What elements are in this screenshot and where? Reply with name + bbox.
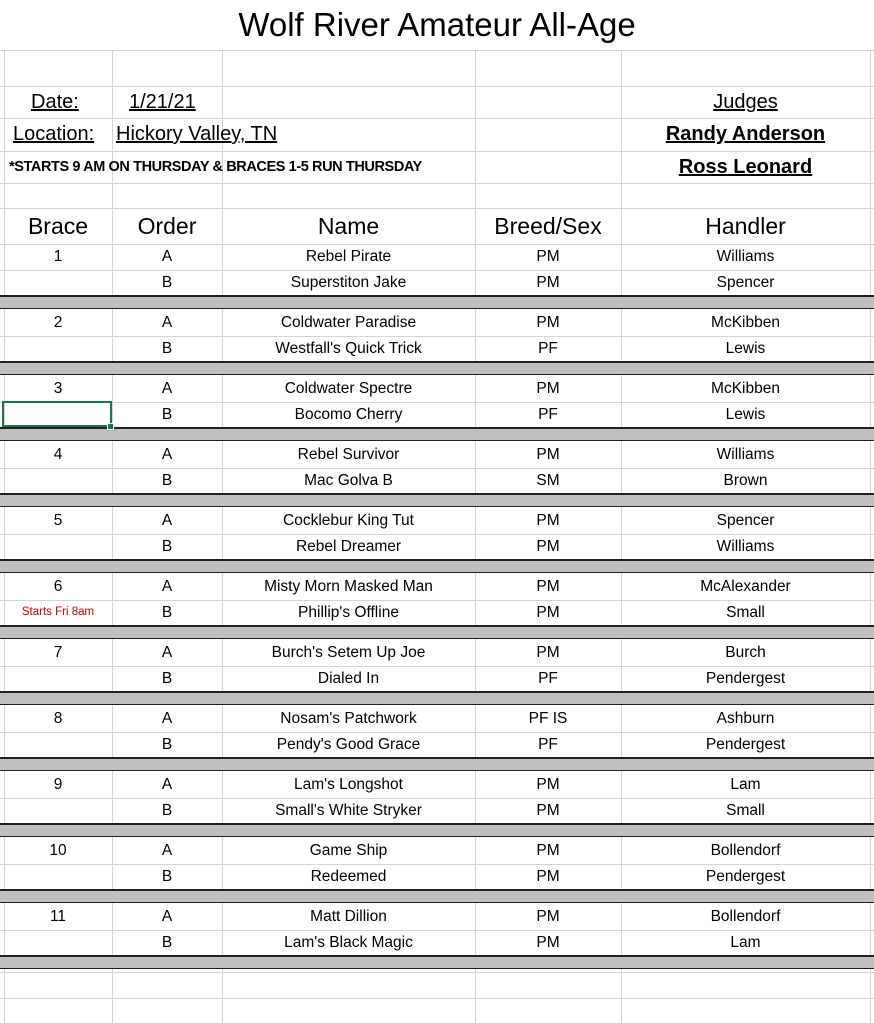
sheet-title: Wolf River Amateur All-Age <box>0 0 874 50</box>
table-row <box>0 864 874 889</box>
order-cell[interactable]: A <box>161 644 173 661</box>
date-label[interactable]: Date: <box>31 91 79 113</box>
order-cell[interactable]: A <box>161 710 173 727</box>
order-cell[interactable]: B <box>161 273 173 291</box>
grid-row-line <box>0 972 874 973</box>
breed-cell[interactable]: PM <box>536 446 560 463</box>
brace-number-cell[interactable]: 10 <box>49 842 67 859</box>
name-cell[interactable]: Game Ship <box>309 842 388 859</box>
table-row <box>0 508 874 533</box>
handler-cell[interactable]: Bollendorf <box>710 908 781 925</box>
order-cell[interactable]: A <box>161 314 173 331</box>
brace-separator <box>0 955 874 969</box>
breed-cell[interactable]: PM <box>536 867 560 885</box>
handler-cell[interactable]: Lam <box>730 933 761 951</box>
breed-cell[interactable]: PM <box>536 933 560 951</box>
brace-number-cell[interactable]: 4 <box>53 446 63 463</box>
header-breed-sex[interactable]: Breed/Sex <box>494 213 602 239</box>
breed-cell[interactable]: PF <box>538 405 558 423</box>
handler-cell[interactable]: Williams <box>716 537 775 555</box>
name-cell[interactable]: Superstiton Jake <box>290 273 407 291</box>
fill-handle[interactable] <box>107 423 114 430</box>
breed-cell[interactable]: PF <box>538 669 558 687</box>
handler-cell[interactable]: Spencer <box>716 512 775 529</box>
order-cell[interactable]: A <box>161 578 173 595</box>
order-cell[interactable]: A <box>161 512 173 529</box>
brace-number-cell[interactable]: 11 <box>49 908 67 925</box>
brace-note-cell[interactable] <box>4 468 112 493</box>
order-cell[interactable]: B <box>161 735 173 753</box>
grid-row-line <box>0 86 874 87</box>
name-cell[interactable]: Dialed In <box>317 669 380 687</box>
handler-cell[interactable]: Small <box>726 801 765 819</box>
table-row <box>0 574 874 599</box>
header-name[interactable]: Name <box>317 213 380 239</box>
name-cell[interactable]: Phillip's Offline <box>298 603 399 621</box>
breed-cell[interactable]: PM <box>536 908 560 925</box>
table-row <box>0 270 874 295</box>
handler-cell[interactable]: Small <box>726 603 765 621</box>
handler-cell[interactable]: Brown <box>723 471 768 489</box>
breed-cell[interactable]: PM <box>536 842 560 859</box>
order-cell[interactable]: B <box>161 405 173 423</box>
table-row <box>0 376 874 401</box>
brace-separator <box>0 889 874 903</box>
handler-cell[interactable]: Burch <box>725 644 766 661</box>
brace-note-cell[interactable] <box>4 798 112 823</box>
name-cell[interactable]: Burch's Setem Up Joe <box>271 644 426 661</box>
brace-number-cell[interactable]: 3 <box>53 380 63 397</box>
brace-note-cell[interactable] <box>4 930 112 955</box>
table-row <box>0 468 874 493</box>
header-handler[interactable]: Handler <box>705 213 786 239</box>
breed-cell[interactable]: PM <box>536 273 560 291</box>
brace-number-cell[interactable]: 8 <box>53 710 63 727</box>
table-row <box>0 600 874 625</box>
location-value[interactable]: Hickory Valley, TN <box>116 123 278 145</box>
handler-cell[interactable]: Ashburn <box>716 710 775 727</box>
cell-selection[interactable] <box>2 401 112 427</box>
breed-cell[interactable]: PM <box>536 603 560 621</box>
brace-separator <box>0 493 874 507</box>
name-cell[interactable]: Mac Golva B <box>304 471 393 489</box>
order-cell[interactable]: B <box>161 603 173 621</box>
order-cell[interactable]: A <box>161 842 173 859</box>
name-cell[interactable]: Rebel Pirate <box>305 248 392 265</box>
breed-cell[interactable]: PM <box>536 776 560 793</box>
name-cell[interactable]: Rebel Dreamer <box>295 537 402 555</box>
table-row <box>0 402 874 427</box>
handler-cell[interactable]: Pendergest <box>705 867 786 885</box>
brace-separator <box>0 427 874 441</box>
grid-row-line <box>0 151 874 152</box>
breed-cell[interactable]: PM <box>536 248 560 265</box>
brace-separator <box>0 295 874 309</box>
grid-row-line <box>0 208 874 209</box>
header-order[interactable]: Order <box>137 213 197 239</box>
table-row <box>0 732 874 757</box>
handler-cell[interactable]: Lewis <box>725 405 766 423</box>
handler-cell[interactable]: Lam <box>730 776 761 793</box>
grid-row-line <box>0 50 874 51</box>
name-cell[interactable]: Bocomo Cherry <box>294 405 403 423</box>
breed-cell[interactable]: PM <box>536 314 560 331</box>
table-row <box>0 706 874 731</box>
name-cell[interactable]: Lam's Longshot <box>294 776 403 793</box>
brace-number-cell[interactable]: 9 <box>53 776 63 793</box>
grid-row-line <box>0 118 874 119</box>
name-cell[interactable]: Cocklebur King Tut <box>283 512 414 529</box>
name-cell[interactable]: Matt Dillion <box>310 908 387 925</box>
brace-separator <box>0 559 874 573</box>
breed-cell[interactable]: PF <box>538 339 558 357</box>
brace-number-cell[interactable]: 7 <box>53 644 63 661</box>
breed-cell[interactable]: SM <box>536 471 560 489</box>
grid-row-line <box>0 183 874 184</box>
table-row <box>0 244 874 269</box>
notice-text[interactable]: *STARTS 9 AM ON THURSDAY & BRACES 1-5 RUN THURSDAY <box>9 159 422 175</box>
table-row <box>0 442 874 467</box>
breed-cell[interactable]: PF <box>538 735 558 753</box>
name-cell[interactable]: Rebel Survivor <box>297 446 400 463</box>
handler-cell[interactable]: Williams <box>716 248 775 265</box>
brace-separator <box>0 757 874 771</box>
order-cell[interactable]: A <box>161 248 173 265</box>
name-cell[interactable]: Nosam's Patchwork <box>280 710 417 727</box>
handler-cell[interactable]: Lewis <box>725 339 766 357</box>
order-cell[interactable]: B <box>161 537 173 555</box>
name-cell[interactable]: Misty Morn Masked Man <box>264 578 433 595</box>
header-brace[interactable]: Brace <box>27 213 89 239</box>
brace-separator <box>0 691 874 705</box>
order-cell[interactable]: A <box>161 908 173 925</box>
handler-cell[interactable]: Pendergest <box>705 669 786 687</box>
handler-cell[interactable]: Williams <box>716 446 775 463</box>
handler-cell[interactable]: Pendergest <box>705 735 786 753</box>
table-row <box>0 534 874 559</box>
order-cell[interactable]: A <box>161 380 173 397</box>
name-cell[interactable]: Coldwater Spectre <box>284 380 413 397</box>
brace-note-cell[interactable] <box>4 270 112 295</box>
order-cell[interactable]: B <box>161 339 173 357</box>
judge-name[interactable]: Ross Leonard <box>678 156 813 178</box>
table-row <box>0 666 874 691</box>
location-label[interactable]: Location: <box>13 123 95 145</box>
order-cell[interactable]: B <box>161 669 173 687</box>
breed-cell[interactable]: PM <box>536 644 560 661</box>
brace-note-cell[interactable] <box>4 336 112 361</box>
table-row <box>0 904 874 929</box>
brace-number-cell[interactable]: 2 <box>53 314 63 331</box>
order-cell[interactable]: A <box>161 446 173 463</box>
name-cell[interactable]: Small's White Stryker <box>275 801 422 819</box>
order-cell[interactable]: A <box>161 776 173 793</box>
brace-note-cell[interactable] <box>4 864 112 889</box>
breed-cell[interactable]: PM <box>536 578 560 595</box>
table-row <box>0 772 874 797</box>
brace-note-cell[interactable] <box>4 534 112 559</box>
brace-separator <box>0 823 874 837</box>
table-row <box>0 310 874 335</box>
breed-cell[interactable]: PM <box>536 380 560 397</box>
name-cell[interactable]: Westfall's Quick Trick <box>275 339 422 357</box>
breed-cell[interactable]: PM <box>536 512 560 529</box>
breed-cell[interactable]: PM <box>536 801 560 819</box>
order-cell[interactable]: B <box>161 933 173 951</box>
brace-number-cell[interactable]: 5 <box>53 512 63 529</box>
order-cell[interactable]: B <box>161 801 173 819</box>
grid-row-line <box>0 998 874 999</box>
brace-note-cell[interactable]: Starts Fri 8am <box>21 605 95 618</box>
judge-name[interactable]: Randy Anderson <box>665 123 826 145</box>
handler-cell[interactable]: McKibben <box>711 314 780 331</box>
order-cell[interactable]: B <box>161 471 173 489</box>
brace-number-cell[interactable]: 6 <box>53 578 63 595</box>
brace-number-cell[interactable]: 1 <box>53 248 63 265</box>
table-row <box>0 930 874 955</box>
handler-cell[interactable]: McAlexander <box>700 578 791 595</box>
handler-cell[interactable]: Bollendorf <box>710 842 781 859</box>
brace-separator <box>0 361 874 375</box>
name-cell[interactable]: Redeemed <box>310 867 387 885</box>
table-row <box>0 640 874 665</box>
judges-label[interactable]: Judges <box>713 91 778 113</box>
name-cell[interactable]: Coldwater Paradise <box>280 314 417 331</box>
brace-note-cell[interactable] <box>4 666 112 691</box>
table-row <box>0 336 874 361</box>
table-row <box>0 838 874 863</box>
brace-separator <box>0 625 874 639</box>
handler-cell[interactable]: McKibben <box>711 380 780 397</box>
name-cell[interactable]: Lam's Black Magic <box>284 933 413 951</box>
brace-note-cell[interactable] <box>4 732 112 757</box>
breed-cell[interactable]: PF IS <box>528 710 568 727</box>
name-cell[interactable]: Pendy's Good Grace <box>276 735 421 753</box>
date-value[interactable]: 1/21/21 <box>129 91 196 113</box>
order-cell[interactable]: B <box>161 867 173 885</box>
breed-cell[interactable]: PM <box>536 537 560 555</box>
table-row <box>0 798 874 823</box>
handler-cell[interactable]: Spencer <box>716 273 775 291</box>
